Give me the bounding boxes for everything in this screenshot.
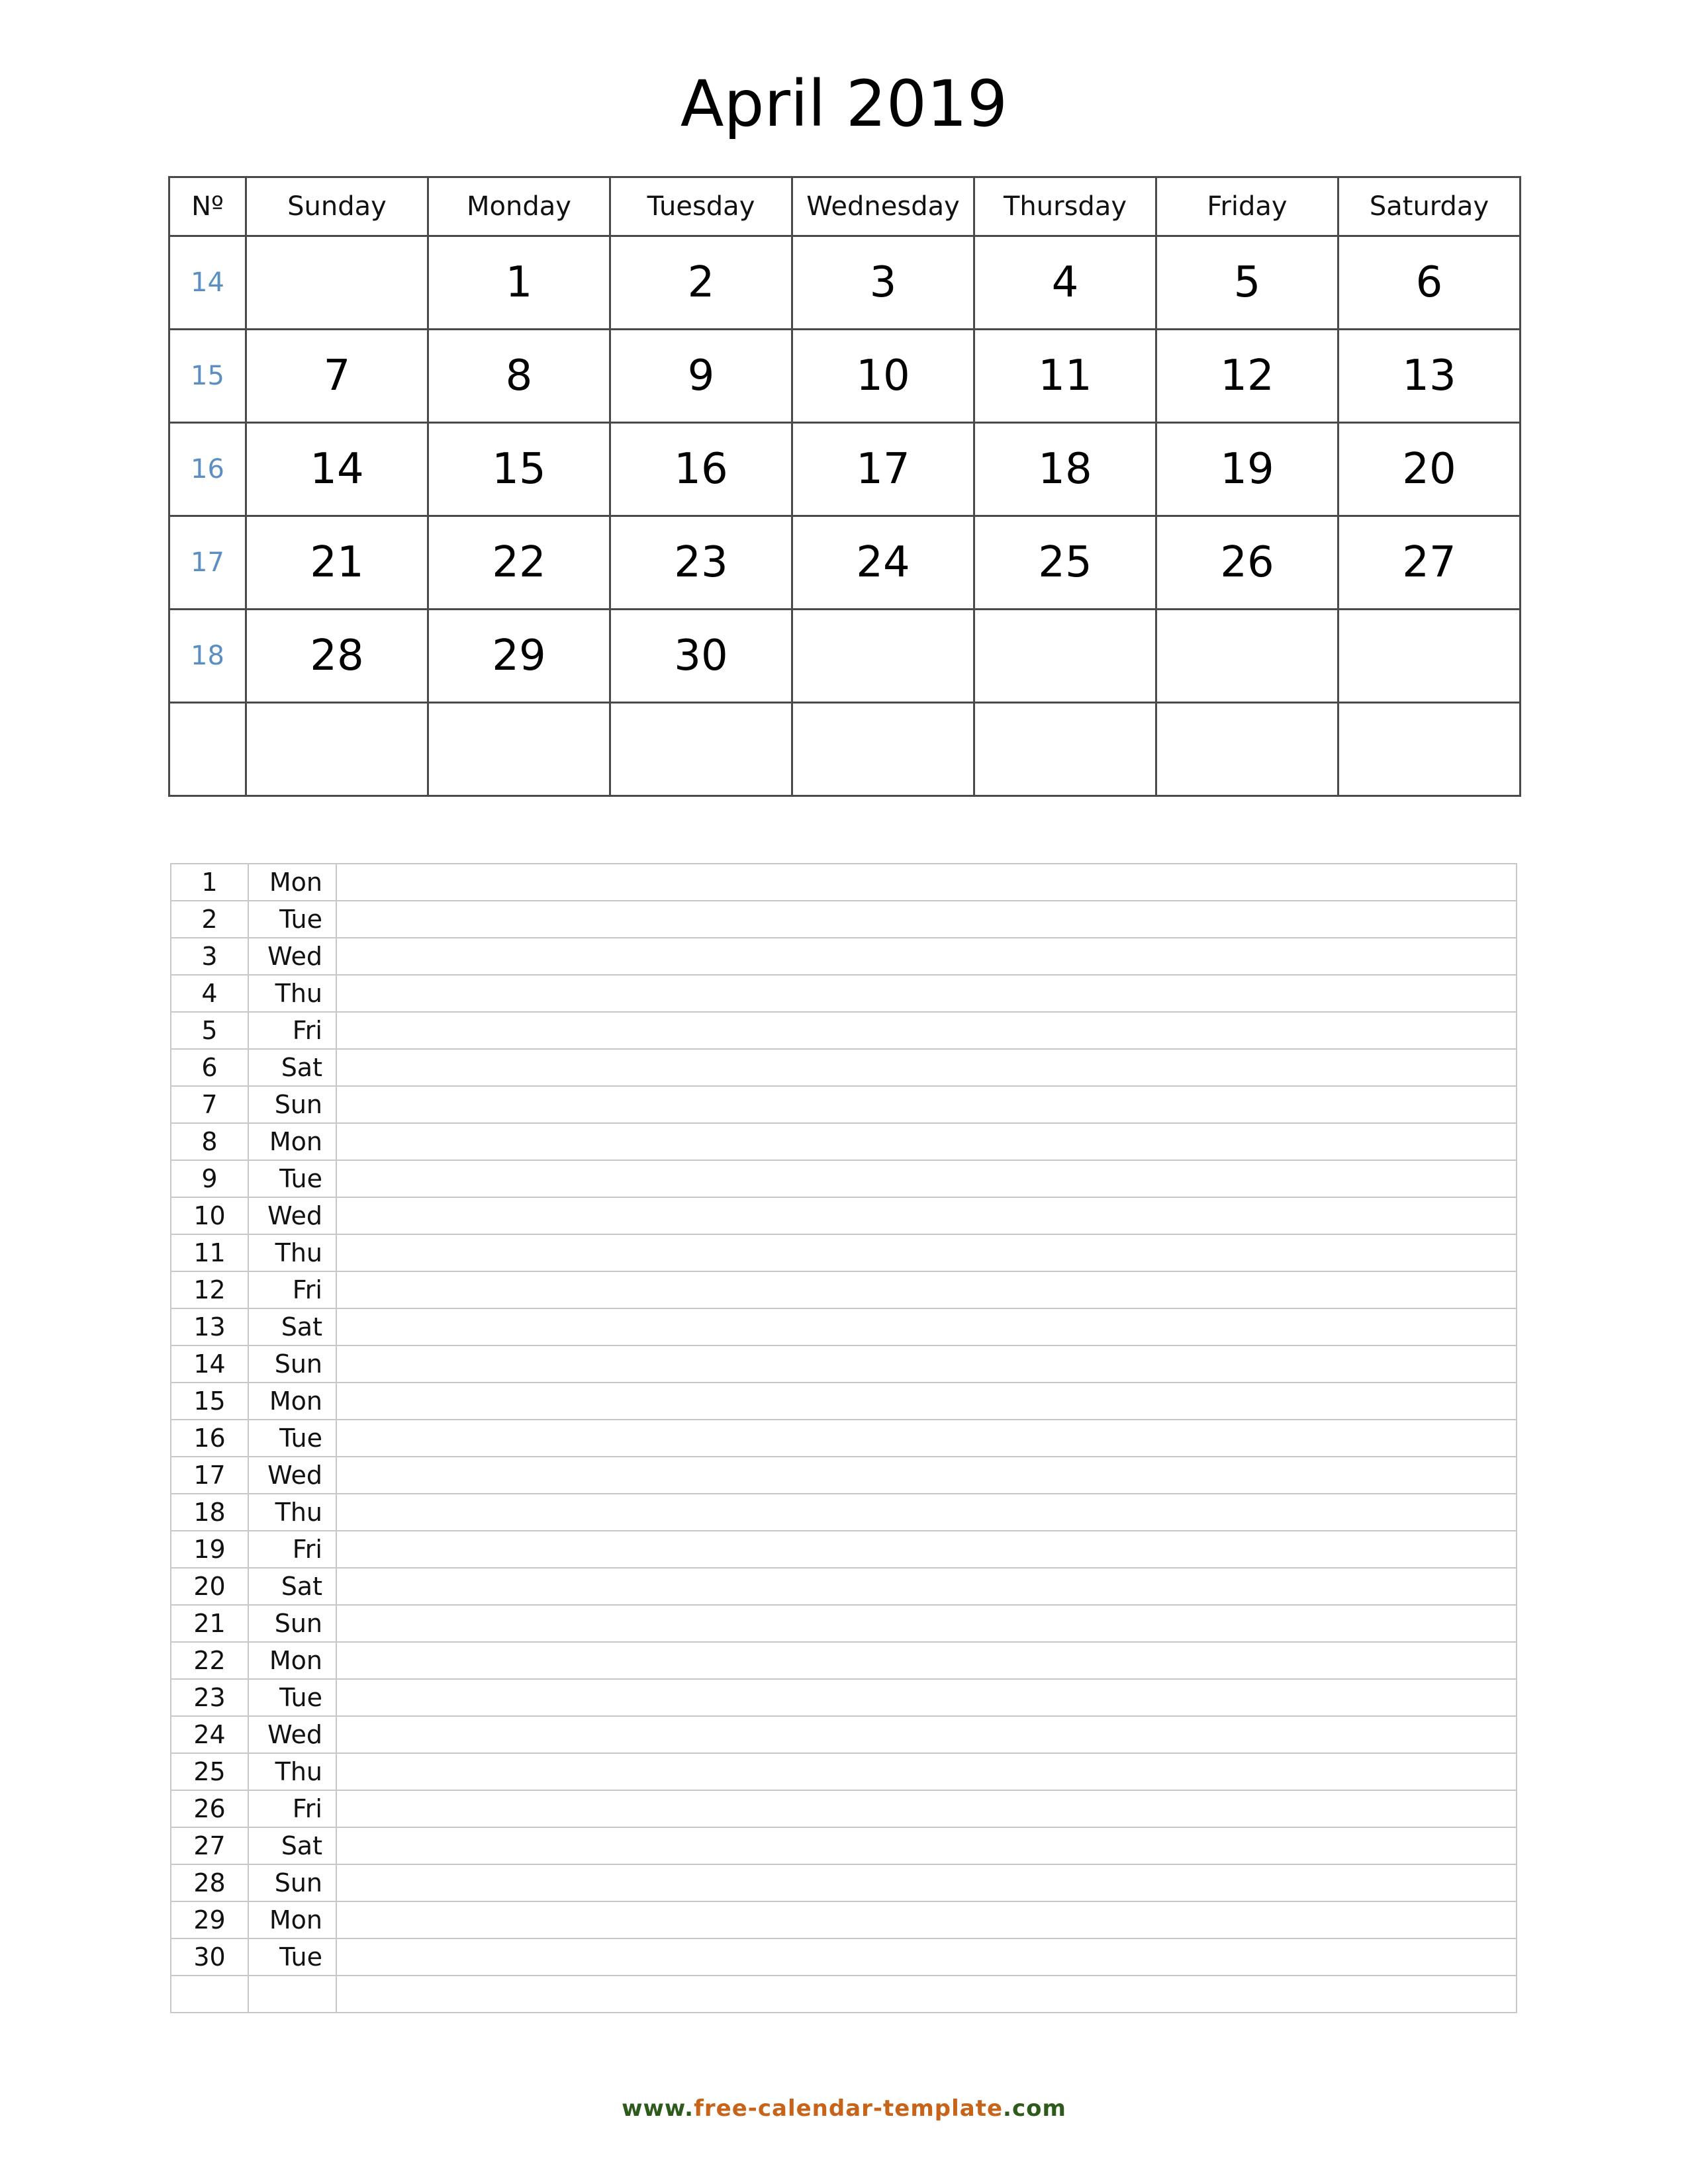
list-note-cell[interactable] [336, 901, 1517, 938]
list-note-cell[interactable] [336, 975, 1517, 1012]
day-cell: 30 [610, 610, 792, 703]
list-day-number: 19 [171, 1531, 248, 1568]
list-weekday: Fri [248, 1012, 336, 1049]
day-cell: 18 [974, 423, 1156, 516]
list-row [171, 1457, 1517, 1494]
list-row [171, 1605, 1517, 1642]
list-weekday: Sat [248, 1568, 336, 1605]
list-row [171, 1234, 1517, 1271]
day-cell: 27 [1338, 516, 1521, 610]
list-weekday: Sat [248, 1827, 336, 1864]
list-day-number: 22 [171, 1642, 248, 1679]
day-cell: 29 [428, 610, 610, 703]
list-weekday: Sat [248, 1049, 336, 1086]
day-cell: 28 [246, 610, 428, 703]
day-cell: 24 [792, 516, 974, 610]
list-weekday: Tue [248, 1160, 336, 1197]
list-weekday: Thu [248, 1234, 336, 1271]
day-cell: 21 [246, 516, 428, 610]
list-note-cell[interactable] [336, 1790, 1517, 1827]
list-note-cell[interactable] [336, 1938, 1517, 1976]
list-note-cell[interactable] [336, 938, 1517, 975]
list-note-cell[interactable] [336, 1605, 1517, 1642]
list-row [171, 1753, 1517, 1790]
list-day-number: 25 [171, 1753, 248, 1790]
list-day-number: 17 [171, 1457, 248, 1494]
day-cell: 5 [1156, 236, 1338, 330]
list-row [171, 1679, 1517, 1716]
weekday-header: Thursday [974, 177, 1156, 236]
day-cell [974, 610, 1156, 703]
daily-notes-list [170, 863, 1517, 2013]
day-cell: 15 [428, 423, 610, 516]
list-note-cell[interactable] [336, 1827, 1517, 1864]
day-cell: 2 [610, 236, 792, 330]
list-weekday: Mon [248, 1383, 336, 1420]
day-cell: 8 [428, 330, 610, 423]
list-weekday [248, 1976, 336, 2013]
list-weekday: Thu [248, 1753, 336, 1790]
list-weekday: Mon [248, 864, 336, 901]
footer-tld: .com [1003, 2095, 1066, 2122]
list-row [171, 975, 1517, 1012]
list-note-cell[interactable] [336, 1531, 1517, 1568]
list-row [171, 1494, 1517, 1531]
list-row [171, 938, 1517, 975]
list-day-number: 6 [171, 1049, 248, 1086]
list-note-cell[interactable] [336, 1160, 1517, 1197]
list-note-cell[interactable] [336, 1086, 1517, 1123]
list-row [171, 1049, 1517, 1086]
list-day-number: 30 [171, 1938, 248, 1976]
footer-www: www. [622, 2095, 694, 2122]
list-row [171, 1976, 1517, 2013]
list-row [171, 1308, 1517, 1345]
list-row [171, 1383, 1517, 1420]
list-day-number [171, 1976, 248, 2013]
list-note-cell[interactable] [336, 1716, 1517, 1753]
day-cell: 23 [610, 516, 792, 610]
list-row [171, 1160, 1517, 1197]
week-number: 18 [169, 610, 246, 703]
list-row [171, 1271, 1517, 1308]
day-cell: 16 [610, 423, 792, 516]
list-note-cell[interactable] [336, 1642, 1517, 1679]
list-note-cell[interactable] [336, 1197, 1517, 1234]
day-cell: 9 [610, 330, 792, 423]
week-row [169, 610, 1521, 703]
day-cell [428, 703, 610, 796]
list-row [171, 1345, 1517, 1383]
list-row [171, 1827, 1517, 1864]
day-cell [610, 703, 792, 796]
list-note-cell[interactable] [336, 1123, 1517, 1160]
week-row [169, 516, 1521, 610]
list-note-cell[interactable] [336, 1012, 1517, 1049]
list-day-number: 28 [171, 1864, 248, 1901]
week-number-header: Nº [169, 177, 246, 236]
list-row [171, 1938, 1517, 1976]
list-day-number: 9 [171, 1160, 248, 1197]
weekday-header: Tuesday [610, 177, 792, 236]
list-note-cell[interactable] [336, 1568, 1517, 1605]
week-number: 15 [169, 330, 246, 423]
list-weekday: Wed [248, 1457, 336, 1494]
list-weekday: Sun [248, 1086, 336, 1123]
list-day-number: 7 [171, 1086, 248, 1123]
week-row [169, 423, 1521, 516]
list-weekday: Tue [248, 901, 336, 938]
day-cell [1338, 703, 1521, 796]
list-day-number: 4 [171, 975, 248, 1012]
footer-website[interactable] [0, 2095, 1688, 2122]
day-cell [1338, 610, 1521, 703]
list-note-cell[interactable] [336, 864, 1517, 901]
list-weekday: Sun [248, 1605, 336, 1642]
list-day-number: 20 [171, 1568, 248, 1605]
list-day-number: 18 [171, 1494, 248, 1531]
weekday-header: Monday [428, 177, 610, 236]
weekday-header: Wednesday [792, 177, 974, 236]
list-note-cell[interactable] [336, 1234, 1517, 1271]
list-day-number: 1 [171, 864, 248, 901]
day-cell [792, 703, 974, 796]
day-cell [1156, 610, 1338, 703]
list-weekday: Fri [248, 1531, 336, 1568]
day-cell: 7 [246, 330, 428, 423]
day-cell: 13 [1338, 330, 1521, 423]
week-row [169, 703, 1521, 796]
day-cell: 10 [792, 330, 974, 423]
list-day-number: 8 [171, 1123, 248, 1160]
day-cell: 3 [792, 236, 974, 330]
list-day-number: 10 [171, 1197, 248, 1234]
day-cell: 19 [1156, 423, 1338, 516]
list-day-number: 29 [171, 1901, 248, 1938]
day-cell: 22 [428, 516, 610, 610]
day-cell: 6 [1338, 236, 1521, 330]
day-cell [246, 703, 428, 796]
list-weekday: Wed [248, 938, 336, 975]
list-note-cell[interactable] [336, 1494, 1517, 1531]
list-weekday: Sun [248, 1345, 336, 1383]
list-day-number: 11 [171, 1234, 248, 1271]
day-cell: 25 [974, 516, 1156, 610]
day-cell: 4 [974, 236, 1156, 330]
day-cell: 14 [246, 423, 428, 516]
list-day-number: 15 [171, 1383, 248, 1420]
day-cell: 17 [792, 423, 974, 516]
list-weekday: Tue [248, 1938, 336, 1976]
footer-domain: free-calendar-template [694, 2095, 1004, 2122]
list-day-number: 2 [171, 901, 248, 938]
list-row [171, 1197, 1517, 1234]
week-number: 17 [169, 516, 246, 610]
list-note-cell[interactable] [336, 1976, 1517, 2013]
list-weekday: Mon [248, 1123, 336, 1160]
list-day-number: 14 [171, 1345, 248, 1383]
day-cell [246, 236, 428, 330]
list-note-cell[interactable] [336, 1345, 1517, 1383]
list-note-cell[interactable] [336, 1420, 1517, 1457]
list-weekday: Tue [248, 1679, 336, 1716]
weekday-header: Sunday [246, 177, 428, 236]
list-weekday: Sat [248, 1308, 336, 1345]
week-number: 14 [169, 236, 246, 330]
list-weekday: Mon [248, 1642, 336, 1679]
list-day-number: 27 [171, 1827, 248, 1864]
list-row [171, 1086, 1517, 1123]
list-row [171, 1420, 1517, 1457]
day-cell [792, 610, 974, 703]
list-row [171, 864, 1517, 901]
page-title: April 2019 [680, 67, 1008, 141]
list-weekday: Sun [248, 1864, 336, 1901]
list-row [171, 1568, 1517, 1605]
weekday-header: Friday [1156, 177, 1338, 236]
list-note-cell[interactable] [336, 1049, 1517, 1086]
day-cell [1156, 703, 1338, 796]
weekday-header-row [169, 177, 1521, 236]
list-weekday: Wed [248, 1197, 336, 1234]
weekday-header: Saturday [1338, 177, 1521, 236]
list-row [171, 1790, 1517, 1827]
list-row [171, 1531, 1517, 1568]
list-weekday: Thu [248, 975, 336, 1012]
day-cell: 1 [428, 236, 610, 330]
list-row [171, 1012, 1517, 1049]
list-note-cell[interactable] [336, 1864, 1517, 1901]
list-weekday: Wed [248, 1716, 336, 1753]
list-day-number: 12 [171, 1271, 248, 1308]
list-note-cell[interactable] [336, 1679, 1517, 1716]
list-row [171, 1642, 1517, 1679]
month-calendar-grid [168, 176, 1521, 797]
list-day-number: 3 [171, 938, 248, 975]
list-note-cell[interactable] [336, 1308, 1517, 1345]
list-weekday: Fri [248, 1271, 336, 1308]
list-row [171, 1123, 1517, 1160]
list-day-number: 23 [171, 1679, 248, 1716]
list-row [171, 1716, 1517, 1753]
day-cell: 12 [1156, 330, 1338, 423]
list-day-number: 5 [171, 1012, 248, 1049]
list-note-cell[interactable] [336, 1901, 1517, 1938]
day-cell: 11 [974, 330, 1156, 423]
list-note-cell[interactable] [336, 1383, 1517, 1420]
list-day-number: 26 [171, 1790, 248, 1827]
list-weekday: Tue [248, 1420, 336, 1457]
list-note-cell[interactable] [336, 1457, 1517, 1494]
week-number: 16 [169, 423, 246, 516]
list-day-number: 13 [171, 1308, 248, 1345]
list-weekday: Thu [248, 1494, 336, 1531]
week-row [169, 330, 1521, 423]
week-number [169, 703, 246, 796]
list-row [171, 901, 1517, 938]
list-day-number: 16 [171, 1420, 248, 1457]
week-row [169, 236, 1521, 330]
day-cell: 20 [1338, 423, 1521, 516]
day-cell [974, 703, 1156, 796]
list-weekday: Fri [248, 1790, 336, 1827]
day-cell: 26 [1156, 516, 1338, 610]
list-row [171, 1901, 1517, 1938]
list-note-cell[interactable] [336, 1271, 1517, 1308]
list-weekday: Mon [248, 1901, 336, 1938]
list-day-number: 24 [171, 1716, 248, 1753]
list-row [171, 1864, 1517, 1901]
list-note-cell[interactable] [336, 1753, 1517, 1790]
list-day-number: 21 [171, 1605, 248, 1642]
